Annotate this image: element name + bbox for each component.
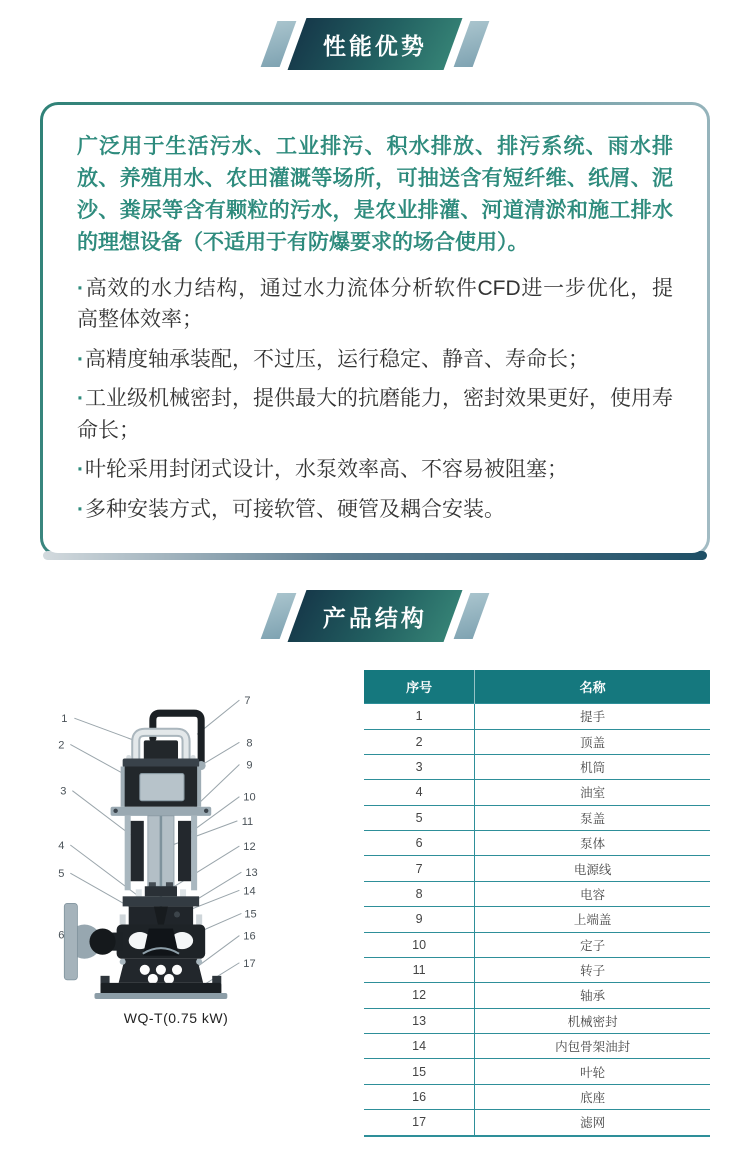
col-header-number: 序号 (364, 670, 475, 704)
part-name: 定子 (475, 932, 710, 957)
callout-7: 7 (244, 695, 251, 708)
table-row (364, 957, 710, 982)
flange-bolt (204, 809, 208, 813)
base-bolt (120, 959, 126, 965)
pump-drawing (64, 713, 227, 999)
table-row (364, 780, 710, 805)
part-number: 3 (364, 754, 475, 779)
part-number: 6 (364, 831, 475, 856)
table-row (364, 754, 710, 779)
bearing (145, 886, 177, 896)
callout-14: 14 (243, 885, 256, 898)
table-row (364, 856, 710, 881)
table-row (364, 1084, 710, 1109)
feature-box (43, 105, 707, 553)
callout-3: 3 (60, 785, 67, 798)
motor-casing-left (125, 816, 131, 890)
table-row (364, 932, 710, 957)
badge-right-accent (454, 21, 490, 67)
part-number: 5 (364, 805, 475, 830)
strainer-hole (156, 965, 166, 975)
discharge-flange (64, 904, 77, 980)
feature-bullet: · 高效的水力结构，通过水力流体分析软件CFD进一步优化，提高整体效率； (77, 273, 673, 336)
callout-17: 17 (243, 957, 256, 970)
part-name: 泵体 (475, 831, 710, 856)
part-number: 1 (364, 704, 475, 729)
strainer-hole (148, 974, 158, 984)
feature-bullet: · 工业级机械密封，提供最大的抗磨能力，密封效果更好，使用寿命长； (77, 383, 673, 446)
part-name: 上端盖 (475, 907, 710, 932)
performance-title: 性能优势 (323, 32, 427, 59)
callout-5: 5 (58, 868, 65, 881)
part-name: 机械密封 (475, 1008, 710, 1033)
table-row (364, 1059, 710, 1084)
part-name: 叶轮 (475, 1059, 710, 1084)
capacitor (140, 774, 184, 801)
table-row (364, 983, 710, 1008)
callout-10: 10 (243, 791, 256, 804)
part-number: 13 (364, 1008, 475, 1033)
part-name: 轴承 (475, 983, 710, 1008)
part-name: 滤网 (475, 1110, 710, 1136)
part-number: 11 (364, 957, 475, 982)
part-number: 7 (364, 856, 475, 881)
motor-casing-right (191, 816, 197, 890)
top-plate (123, 759, 199, 768)
performance-section-header (0, 18, 750, 70)
callout-8: 8 (246, 737, 253, 750)
parts-table (364, 670, 710, 1136)
part-number: 16 (364, 1084, 475, 1109)
table-row (364, 1008, 710, 1033)
discharge-elbow (89, 929, 115, 955)
table-row (364, 831, 710, 856)
strainer-hole (172, 965, 182, 975)
part-name: 顶盖 (475, 729, 710, 754)
performance-badge (288, 18, 463, 70)
structure-section-header (0, 590, 750, 642)
part-name: 机筒 (475, 754, 710, 779)
part-name: 内包骨架油封 (475, 1034, 710, 1059)
oil-chamber-plate (123, 896, 199, 906)
pump-cutaway-diagram (40, 684, 312, 1002)
strainer-hole (164, 974, 174, 984)
oil-seal (174, 912, 180, 918)
structure-title: 产品结构 (323, 604, 427, 631)
volute-bolt (196, 915, 202, 925)
base-bolt (196, 959, 202, 965)
part-number: 15 (364, 1059, 475, 1084)
callout-12: 12 (243, 841, 256, 854)
table-row (364, 1110, 710, 1136)
parts-table-header-row (364, 670, 710, 704)
part-name: 提手 (475, 704, 710, 729)
part-number: 4 (364, 780, 475, 805)
col-header-name: 名称 (475, 670, 710, 704)
product-structure-section (0, 670, 750, 1136)
parts-table-column (364, 670, 710, 1136)
flange-bolt (113, 809, 117, 813)
part-number: 12 (364, 983, 475, 1008)
feature-bullet: · 叶轮采用封闭式设计，水泵效率高、不容易被阻塞； (77, 454, 673, 486)
strainer-hole (140, 965, 150, 975)
callout-11: 11 (241, 816, 254, 829)
callout-4: 4 (58, 840, 65, 853)
upper-end-cover (111, 807, 212, 816)
part-number: 2 (364, 729, 475, 754)
part-name: 电源线 (475, 856, 710, 881)
feature-bullet-list (77, 273, 673, 526)
pump-model-caption: WQ-T(0.75 kW) (123, 1010, 229, 1027)
part-number: 10 (364, 932, 475, 957)
structure-badge (288, 590, 463, 642)
pump-diagram-column (40, 684, 312, 1026)
part-name: 泵盖 (475, 805, 710, 830)
base-plate (101, 983, 222, 994)
part-name: 油室 (475, 780, 710, 805)
part-number: 14 (364, 1034, 475, 1059)
callout-6: 6 (58, 929, 65, 942)
feature-box-frame (40, 102, 710, 556)
table-row (364, 907, 710, 932)
seal-bolt (180, 889, 186, 897)
table-row (364, 805, 710, 830)
callout-13: 13 (245, 867, 258, 880)
callout-16: 16 (243, 930, 256, 943)
table-row (364, 881, 710, 906)
callout-15: 15 (244, 908, 257, 921)
part-name: 转子 (475, 957, 710, 982)
stator-left (131, 821, 144, 881)
volute-bolt (120, 915, 126, 925)
application-intro: 广泛用于生活污水、工业排污、积水排放、排污系统、雨水排放、养殖用水、农田灌溉等场所，可抽送含有短纤维、纸屑、泥沙、粪尿等含有颗粒的污水，是农业排灌、河道清淤和施工排水的理想设备（不适用于有防爆要求的场合使用）。 (77, 135, 673, 254)
part-number: 8 (364, 881, 475, 906)
feature-bullet: · 多种安装方式，可接软管、硬管及耦合安装。 (77, 494, 673, 526)
base-skid (94, 993, 227, 999)
table-row (364, 1034, 710, 1059)
part-name: 电容 (475, 881, 710, 906)
parts-table-body (364, 704, 710, 1136)
callout-1: 1 (61, 713, 68, 726)
callout-2: 2 (58, 739, 65, 752)
stator-right (178, 821, 191, 881)
table-row (364, 729, 710, 754)
table-row (364, 704, 710, 729)
part-name: 底座 (475, 1084, 710, 1109)
badge-right-accent (454, 593, 490, 639)
callout-9: 9 (246, 759, 253, 772)
seal-bolt (136, 889, 142, 897)
feature-bullet: · 高精度轴承装配，不过压，运行稳定、静音、寿命长； (77, 344, 673, 376)
part-number: 17 (364, 1110, 475, 1136)
part-number: 9 (364, 907, 475, 932)
